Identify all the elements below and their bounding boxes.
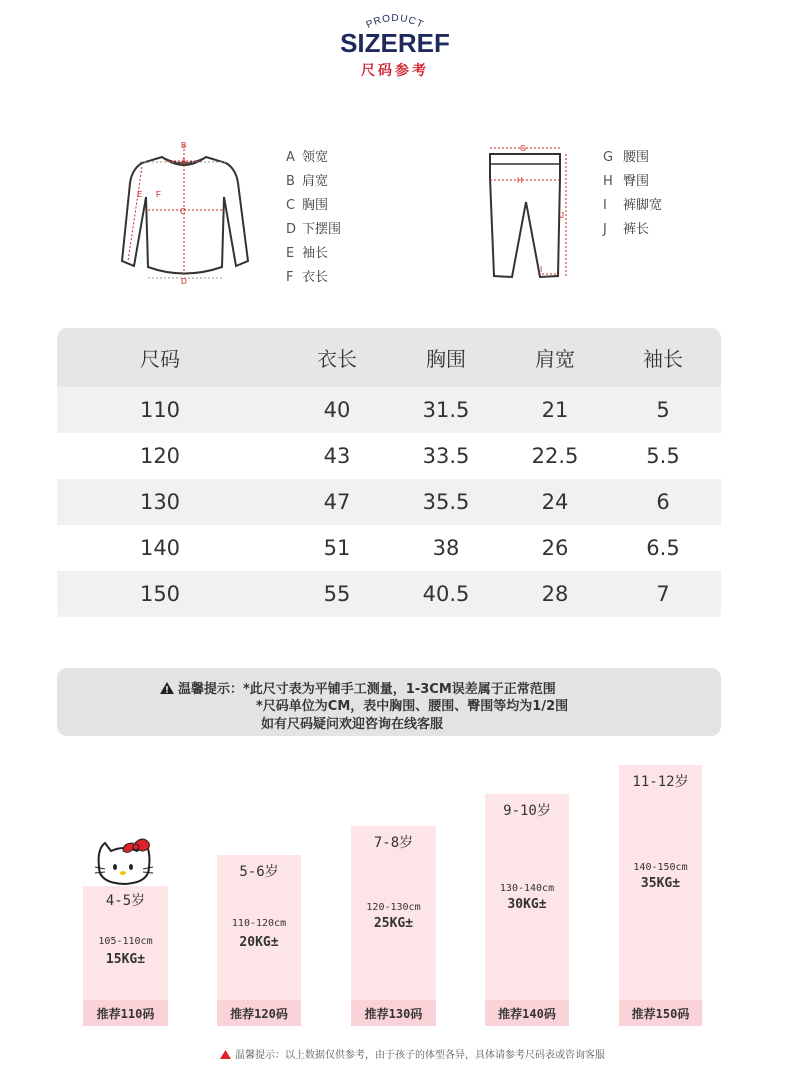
header-sleeve: 袖长 [643, 347, 683, 371]
size-table [57, 328, 721, 622]
mark-c: C [180, 207, 186, 216]
table-row: 120 43 33.5 22.5 5.5 [139, 444, 680, 468]
age-label: 9-10岁 [503, 803, 551, 819]
mark-f: F [156, 190, 161, 199]
logo-subtitle: 尺码参考 [361, 63, 429, 79]
age-bar [485, 794, 569, 1026]
pants-legend [603, 146, 662, 242]
height-range: 140-150cm [633, 862, 688, 873]
weight-value: 15KG± [105, 952, 146, 967]
recommend-size: 推荐130码 [351, 1000, 436, 1026]
legend-row: J 裤长 [603, 222, 650, 237]
age-label: 5-6岁 [239, 864, 279, 880]
legend-row: H 臀围 [603, 174, 650, 189]
table-row: 130 47 35.5 24 6 [57, 479, 721, 525]
legend-row: A 领宽 [286, 150, 329, 165]
legend-row: C 胸围 [286, 198, 329, 213]
mark-a: A [181, 157, 187, 166]
notice-line-2: *尺码单位为CM，表中胸围、腰围、臀围等均为1/2围 [256, 699, 569, 714]
legend-row: F 衣长 [286, 270, 329, 285]
height-range: 120-130cm [366, 902, 421, 913]
age-bar [619, 765, 702, 1026]
mark-i: I [540, 265, 543, 274]
weight-value: 20KG± [239, 935, 279, 950]
legend-row: G 腰围 [603, 150, 650, 165]
table-row: 150 55 40.5 28 7 [57, 571, 721, 617]
warning-icon [220, 1050, 231, 1059]
mark-d: D [181, 277, 187, 286]
notice-line-3: 如有尺码疑问欢迎咨询在线客服 [261, 717, 444, 732]
mark-b: B [181, 141, 187, 150]
logo-arc-label: PRODUCT [364, 12, 426, 31]
warning-icon [160, 682, 174, 694]
recommend-size: 推荐110码 [83, 1000, 168, 1026]
legend-row: E 袖长 [286, 246, 329, 261]
logo-title: SIZEREF [340, 28, 450, 58]
mark-h: H [517, 176, 523, 185]
weight-value: 30KG± [507, 897, 547, 912]
height-range: 105-110cm [98, 936, 153, 947]
table-row: 110 40 31.5 21 5 [57, 387, 721, 433]
notice-box [57, 668, 721, 736]
height-range: 110-120cm [231, 918, 287, 929]
top-garment-diagram [118, 135, 250, 290]
weight-value: 35KG± [640, 876, 681, 891]
top-legend [286, 146, 341, 290]
mark-e: E [137, 190, 143, 199]
age-label: 7-8岁 [373, 835, 414, 851]
weight-value: 25KG± [373, 916, 414, 931]
table-header [57, 328, 721, 387]
age-label: 4-5岁 [105, 893, 146, 909]
age-bar [83, 886, 168, 1026]
header-chest: 胸围 [426, 347, 466, 371]
notice-line-1: 温馨提示：*此尺寸表为平铺手工测量，1-3CM误差属于正常范围 [160, 678, 556, 697]
recommend-size: 推荐140码 [485, 1000, 569, 1026]
mark-j: J [560, 211, 564, 220]
header-size: 尺码 [140, 347, 180, 371]
header-shoulder: 肩宽 [535, 347, 575, 371]
legend-row: I 裤脚宽 [603, 198, 663, 213]
recommend-size: 推荐150码 [619, 1000, 702, 1026]
recommend-size: 推荐120码 [217, 1000, 301, 1026]
footer-note: 温馨提示：以上数据仅供参考，由于孩子的体型各异，具体请参考尺码表或咨询客服 [220, 1046, 605, 1061]
age-bar [351, 826, 436, 1026]
header-length: 衣长 [317, 347, 357, 371]
legend-row: B 肩宽 [286, 174, 329, 189]
mark-g: G [520, 144, 527, 153]
pants-garment-diagram [476, 138, 572, 283]
legend-row: D 下摆围 [286, 222, 342, 237]
age-bar [217, 855, 301, 1026]
age-label: 11-12岁 [632, 774, 689, 790]
height-range: 130-140cm [499, 883, 555, 894]
kitty-mascot-icon [93, 837, 155, 889]
table-row: 140 51 38 26 6.5 [139, 536, 680, 560]
